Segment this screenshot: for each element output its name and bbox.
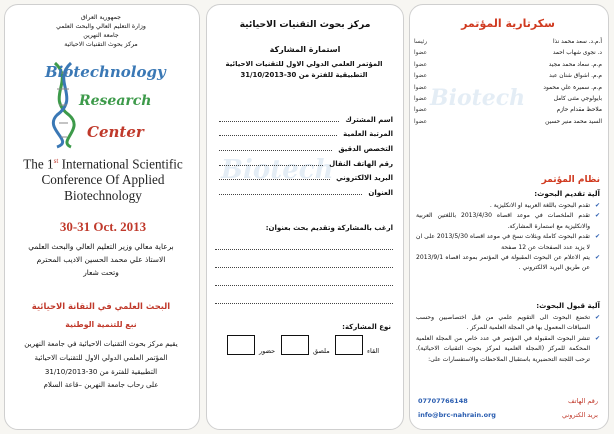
field-name[interactable]: اسم المشترك xyxy=(215,109,393,124)
field-line[interactable] xyxy=(219,135,337,136)
patron-line: الاستاذ علي محمد الحسين الاديب المحترم xyxy=(36,255,166,265)
option-label-poster: ملصق xyxy=(313,347,330,355)
phone-row xyxy=(418,397,598,405)
biotechnology-logo xyxy=(35,57,175,149)
patronage-text xyxy=(9,240,193,280)
field-line[interactable] xyxy=(219,179,330,180)
option-box-poster[interactable] xyxy=(281,335,309,355)
field-line[interactable] xyxy=(219,121,339,122)
research-title-line[interactable] xyxy=(215,285,393,286)
member-row: م.م. سميرة علي محمود عضوا xyxy=(414,84,602,91)
member-row: السيد محمد منير حسين عضوا xyxy=(414,118,602,125)
host-line: التطبيقية للفترة من 30-31/10/2013 xyxy=(44,366,158,376)
email-label: بريد الكتروني xyxy=(562,411,598,419)
member-row: أ.م.د. سعد محمد نذا رئيسا xyxy=(414,39,602,45)
option-label-attendance: حضور xyxy=(259,347,276,355)
research-title-line[interactable] xyxy=(215,267,393,268)
email-link[interactable]: info@brc-nahrain.org xyxy=(418,411,496,419)
research-title-prompt: ارغب بالمشاركة وتقديم بحث بعنوان: xyxy=(265,224,393,232)
logo-word-2: Research xyxy=(79,93,152,109)
field-line[interactable] xyxy=(219,150,332,151)
host-text xyxy=(9,337,193,392)
rule-item: ✔ تقدم البحوث باللغة العربية او الانكليزية . xyxy=(416,201,600,211)
field-line[interactable] xyxy=(219,194,362,195)
conf-title-line-1: The 1st International Scientific xyxy=(23,156,183,172)
government-header xyxy=(15,13,187,49)
rule-item: ✔ تقدم البحوث كاملة وبثلاث نسخ في موعد اقصاه 2013/5/30 على ان لا يزيد عدد الصفحات عن 12 صفحة xyxy=(416,232,600,253)
submission-heading: آلية تقديم البحوث: xyxy=(534,189,600,198)
conference-date: 30-31 Oct. 2013 xyxy=(59,219,147,234)
member-row: د. نجوى شهاب احمد عضوا xyxy=(414,50,602,57)
participation-type-label: نوع المشاركة: xyxy=(342,323,391,331)
acceptance-heading: آلية قبول البحوث: xyxy=(536,301,600,310)
option-label-lecture: القاء xyxy=(367,347,380,355)
conf-title-line-2: Conference Of Applied xyxy=(41,172,165,188)
option-box-attendance[interactable] xyxy=(227,335,255,355)
member-row: م.م. اشواق شنان عبد عضوا xyxy=(414,73,602,80)
form-conf-line: التطبيقية للفترة من 30-31/10/2013 xyxy=(240,70,368,79)
field-line[interactable] xyxy=(219,165,323,166)
logo-word-1: Biotechnology xyxy=(45,63,166,81)
watermark-logo: Biotech xyxy=(221,155,334,185)
gov-line: جمهورية العراق xyxy=(81,14,121,21)
rule-item: ✔ يتم الاعلام عن البحوث المقبولة في المؤتمر بموعد اقصاه 2013/9/1 عن طريق البريد الالكتروني . xyxy=(416,253,600,274)
field-address[interactable]: العنوان xyxy=(215,182,393,197)
submission-rules xyxy=(416,201,600,274)
host-line: المؤتمر العلمي الدولي الاول للتقنيات الاحيائية xyxy=(34,352,168,362)
field-rank[interactable]: المرتبة العلمية xyxy=(215,124,393,139)
member-row: م.م. سعاد محمد مجيد عضوا xyxy=(414,61,602,68)
conf-title-line-3: Biotechnology xyxy=(64,188,142,204)
field-email[interactable]: البريد الالكتروني xyxy=(215,168,393,183)
rule-item: ✔ تقدم الملخصات في موعد اقصاه 2013/4/30 باللغتين العربية والانكليزية مع استمارة المشاركة. xyxy=(416,211,600,232)
form-conference xyxy=(213,59,395,80)
slogan-line-1: البحث العلمي في التقانة الاحيائية xyxy=(31,301,171,311)
patron-line: برعاية معالي وزير التعليم العالي والبحث العلمي xyxy=(28,242,174,251)
watermark-logo: Biotech xyxy=(430,85,526,111)
phone-label: رقم الهاتف xyxy=(568,397,598,405)
conference-info-panel xyxy=(409,4,609,430)
rule-item: ✔ تخضع البحوث الى التقويم علمي من قبل اختصاصيين وحسب السياقات المعمول بها في المجلة العلمية للمركز . xyxy=(416,313,600,334)
gov-line: وزارة التعليم العالي والبحث العلمي xyxy=(56,23,146,30)
logo-word-3: Center xyxy=(87,123,144,141)
research-title-line[interactable] xyxy=(215,303,393,304)
form-conf-line: المؤتمر العلمي الدولي الاول للتقنيات الاحيائية xyxy=(225,60,383,68)
slogan-line-2: نبع للتنمية الوطنية xyxy=(65,320,137,329)
center-name: مركز بحوث التقنيات الاحيائية xyxy=(239,19,371,30)
registration-form-panel xyxy=(206,4,404,430)
patron-line: وتحت شعار xyxy=(83,268,119,278)
host-line: يقيم مركز بحوث التقنيات الاحيائية في جامعة النهرين xyxy=(24,339,178,348)
host-line: على رحاب جامعة النهرين –قاعة السلام xyxy=(43,380,159,390)
system-title: نظام المؤتمر xyxy=(541,175,600,185)
member-row: ملاحظ مقدام حازم عضوا xyxy=(414,107,602,114)
email-row xyxy=(418,411,598,419)
field-phone[interactable]: رقم الهاتف النقال xyxy=(215,153,393,168)
form-title: استمارة المشاركة xyxy=(269,45,341,54)
member-row: بايولوجي مثنى كامل عضوا xyxy=(414,95,602,102)
cover-panel xyxy=(4,4,200,430)
acceptance-rules xyxy=(416,313,600,365)
rule-item: ✔ تنشر البحوث المقبولة في المؤتمر في عدد خاص من المجلة العلمية المحكمة للمركز (المجلة العلمية لمركز بحوث التقنيات الاحيائية). ترحب اللجنة التحضيرية باستقبال الملاحظات والاستفسارات على: xyxy=(416,334,600,365)
participation-options xyxy=(223,335,393,367)
research-title-line[interactable] xyxy=(215,249,393,250)
phone-number[interactable]: 07707766148 xyxy=(418,397,468,405)
gov-line: مركز بحوث التقنيات الاحيائية xyxy=(64,41,138,48)
option-box-lecture[interactable] xyxy=(335,335,363,355)
secretariat-list xyxy=(414,39,602,130)
secretariat-title: سكرتارية المؤتمر xyxy=(461,17,555,30)
field-specialty[interactable]: التخصص الدقيق xyxy=(215,138,393,153)
form-fields xyxy=(215,109,393,197)
conference-title xyxy=(9,153,197,204)
gov-line: جامعة النهرين xyxy=(83,32,119,39)
